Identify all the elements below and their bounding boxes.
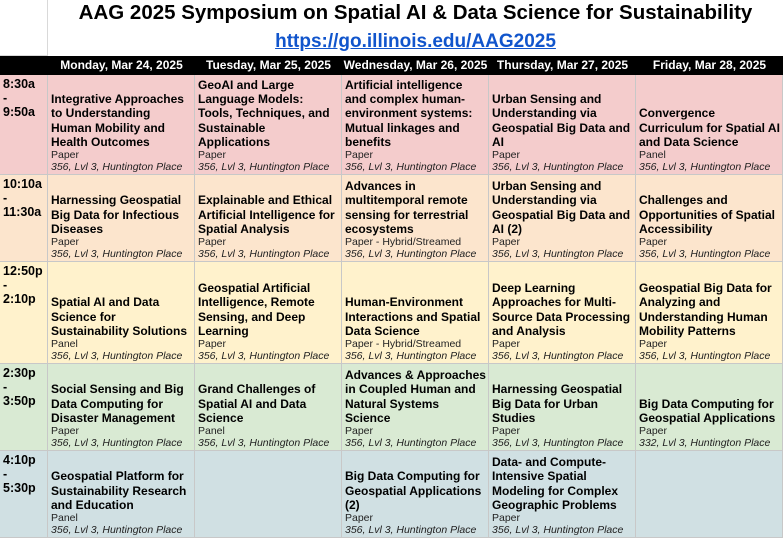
session-room: 356, Lvl 3, Huntington Place — [639, 248, 771, 261]
time-slot-label: 4:10p - 5:30p — [0, 451, 48, 537]
session-type: Paper — [198, 337, 227, 350]
time-slot-label: 10:10a - 11:30a — [0, 175, 48, 261]
session-title: Convergence Curriculum for Spatial AI and Data Science — [639, 106, 780, 149]
session-title: Advances in multitemporal remote sensing for terrestrial ecosystems — [345, 179, 469, 236]
session-cell[interactable] — [489, 262, 636, 363]
session-room: 356, Lvl 3, Huntington Place — [345, 524, 477, 537]
day-header-friday: Friday, Mar 28, 2025 — [652, 58, 767, 72]
session-cell[interactable] — [48, 175, 195, 261]
corner-spacer — [0, 0, 48, 56]
session-title: Advances & Approaches in Coupled Human and Natural Systems Science — [345, 368, 486, 425]
session-type: Paper — [198, 235, 227, 248]
session-room: 356, Lvl 3, Huntington Place — [51, 350, 183, 363]
session-title: Spatial AI and Data Science for Sustainability Solutions — [51, 295, 188, 338]
session-title: Geospatial Platform for Sustainability Research and Education — [51, 469, 187, 512]
day-header-thursday: Thursday, Mar 27, 2025 — [496, 58, 629, 72]
session-title: Deep Learning Approaches for Multi-Source Data Processing and Analysis — [492, 281, 631, 338]
session-type: Paper — [639, 235, 668, 248]
session-cell[interactable] — [342, 364, 489, 450]
session-cell[interactable] — [489, 451, 636, 537]
session-title: Grand Challenges of Spatial AI and Data Science — [198, 382, 316, 425]
session-room: 356, Lvl 3, Huntington Place — [51, 437, 183, 450]
session-type: Panel — [198, 424, 225, 437]
page-title: AAG 2025 Symposium on Spatial AI & Data Science for Sustainability — [78, 1, 753, 24]
session-room: 356, Lvl 3, Huntington Place — [51, 161, 183, 174]
session-title: Geospatial Big Data for Analyzing and Understanding Human Mobility Patterns — [639, 281, 772, 338]
day-header-row — [0, 56, 783, 75]
session-room: 356, Lvl 3, Huntington Place — [198, 350, 330, 363]
session-cell[interactable] — [195, 75, 342, 174]
session-cell[interactable] — [342, 262, 489, 363]
session-title: Data- and Compute-Intensive Spatial Modeling for Complex Geographic Problems — [492, 455, 618, 512]
session-room: 356, Lvl 3, Huntington Place — [492, 161, 624, 174]
session-cell[interactable] — [489, 175, 636, 261]
session-room: 356, Lvl 3, Huntington Place — [345, 161, 477, 174]
session-title: Urban Sensing and Understanding via Geospatial Big Data and AI — [492, 92, 631, 149]
session-cell[interactable] — [48, 451, 195, 537]
session-type: Panel — [51, 337, 78, 350]
session-room: 332, Lvl 3, Huntington Place — [639, 437, 771, 450]
session-type: Paper — [51, 235, 80, 248]
session-cell[interactable] — [342, 75, 489, 174]
session-room: 356, Lvl 3, Huntington Place — [198, 161, 330, 174]
session-cell[interactable] — [489, 364, 636, 450]
session-type: Paper — [345, 148, 374, 161]
session-title: Urban Sensing and Understanding via Geospatial Big Data and AI (2) — [492, 179, 631, 236]
session-cell[interactable] — [48, 364, 195, 450]
session-type: Paper — [51, 424, 80, 437]
session-title: Artificial intelligence and complex human-environment systems: Mutual linkages and benefits — [345, 77, 473, 149]
session-cell[interactable] — [195, 175, 342, 261]
session-cell[interactable] — [48, 262, 195, 363]
session-type: Paper — [639, 424, 668, 437]
session-type: Panel — [51, 511, 78, 524]
time-slot-row — [0, 451, 783, 538]
session-room: 356, Lvl 3, Huntington Place — [639, 161, 771, 174]
empty-session-cell — [636, 451, 783, 537]
session-title: Harnessing Geospatial Big Data for Urban Studies — [492, 382, 623, 425]
session-title: Human-Environment Interactions and Spatial Data Science — [345, 295, 481, 338]
session-title: Explainable and Ethical Artificial Intelligence for Spatial Analysis — [198, 193, 335, 236]
session-title: Big Data Computing for Geospatial Applications (2) — [345, 469, 482, 512]
session-cell[interactable] — [48, 75, 195, 174]
session-cell[interactable] — [636, 364, 783, 450]
session-room: 356, Lvl 3, Huntington Place — [198, 248, 330, 261]
session-room: 356, Lvl 3, Huntington Place — [492, 524, 624, 537]
session-cell[interactable] — [636, 175, 783, 261]
session-title: Integrative Approaches to Understanding Human Mobility and Health Outcomes — [51, 92, 184, 149]
session-type: Paper - Hybrid/Streamed — [345, 337, 462, 350]
session-room: 356, Lvl 3, Huntington Place — [345, 248, 477, 261]
session-cell[interactable] — [636, 262, 783, 363]
time-slot-row — [0, 75, 783, 175]
session-room: 356, Lvl 3, Huntington Place — [639, 350, 771, 363]
session-room: 356, Lvl 3, Huntington Place — [492, 437, 624, 450]
session-type: Paper — [51, 148, 80, 161]
time-slot-row — [0, 262, 783, 364]
session-room: 356, Lvl 3, Huntington Place — [198, 437, 330, 450]
session-cell[interactable] — [195, 262, 342, 363]
session-room: 356, Lvl 3, Huntington Place — [345, 350, 477, 363]
time-slot-row — [0, 175, 783, 262]
session-type: Paper — [492, 235, 521, 248]
day-header-wednesday: Wednesday, Mar 26, 2025 — [343, 58, 488, 72]
session-type: Paper — [492, 424, 521, 437]
session-type: Paper — [492, 148, 521, 161]
session-title: Challenges and Opportunities of Spatial Accessibility — [639, 193, 776, 236]
time-slot-label: 2:30p - 3:50p — [0, 364, 48, 450]
session-type: Paper - Hybrid/Streamed — [345, 235, 462, 248]
symposium-link[interactable]: https://go.illinois.edu/AAG2025 — [275, 31, 556, 52]
session-cell[interactable] — [195, 364, 342, 450]
session-title: Big Data Computing for Geospatial Applications — [639, 396, 776, 425]
session-cell[interactable] — [342, 451, 489, 537]
day-header-monday: Monday, Mar 24, 2025 — [60, 58, 183, 72]
time-slot-label: 8:30a - 9:50a — [0, 75, 48, 174]
session-room: 356, Lvl 3, Huntington Place — [51, 524, 183, 537]
session-room: 356, Lvl 3, Huntington Place — [51, 248, 183, 261]
session-type: Paper — [639, 337, 668, 350]
time-slot-label: 12:50p - 2:10p — [0, 262, 48, 363]
session-type: Paper — [492, 511, 521, 524]
session-cell[interactable] — [636, 75, 783, 174]
session-title: Geospatial Artificial Intelligence, Remote Sensing, and Deep Learning — [198, 281, 315, 338]
session-type: Paper — [198, 148, 227, 161]
session-title: GeoAI and Large Language Models: Tools, Techniques, and Sustainable Applications — [198, 77, 330, 149]
session-type: Panel — [639, 148, 666, 161]
session-type: Paper — [492, 337, 521, 350]
session-room: 356, Lvl 3, Huntington Place — [492, 248, 624, 261]
url-container — [48, 28, 783, 55]
session-cell[interactable] — [342, 175, 489, 261]
empty-session-cell — [195, 451, 342, 537]
session-type: Paper — [345, 511, 374, 524]
session-cell[interactable] — [489, 75, 636, 174]
time-slot-row — [0, 364, 783, 451]
session-type: Paper — [345, 424, 374, 437]
session-title: Social Sensing and Big Data Computing for Disaster Management — [51, 382, 184, 425]
session-room: 356, Lvl 3, Huntington Place — [345, 437, 477, 450]
day-header-tuesday: Tuesday, Mar 25, 2025 — [206, 58, 331, 72]
session-room: 356, Lvl 3, Huntington Place — [492, 350, 624, 363]
session-title: Harnessing Geospatial Big Data for Infectious Diseases — [51, 193, 182, 236]
